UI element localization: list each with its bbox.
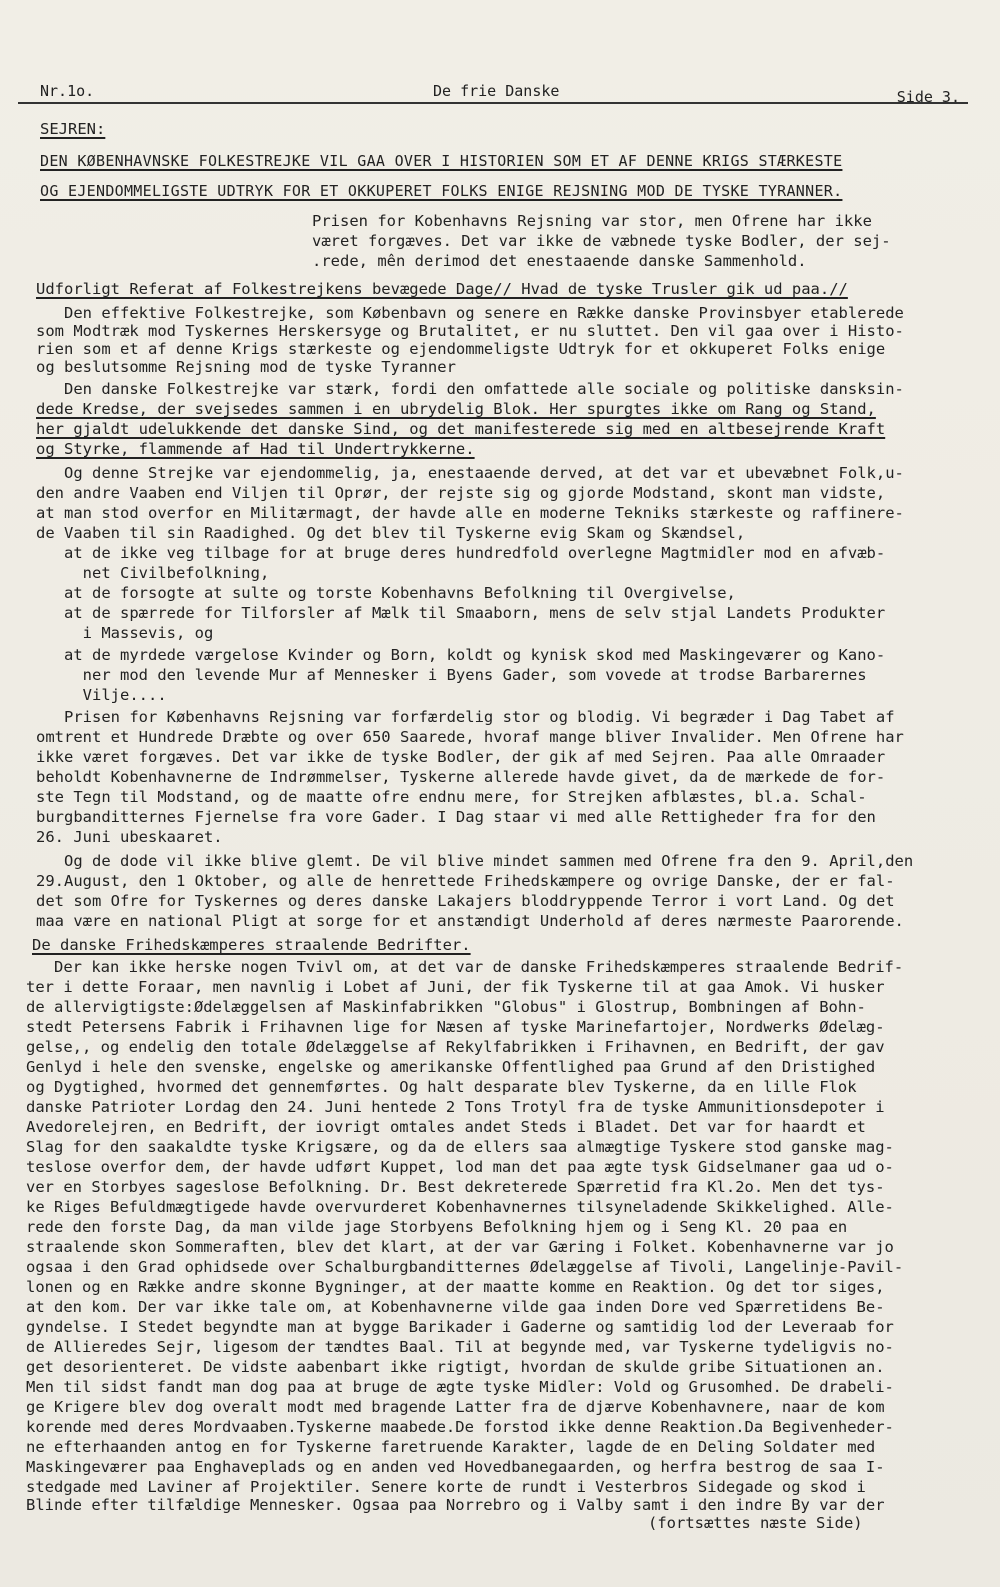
section-line: ver en Storbyes sageslose Befolkning. Dr. Best dekreterede Spærretid fra Kl.2o. Men det tys- [26,1178,885,1196]
body-line: Prisen for Københavns Rejsning var forfærdelig stor og blodig. Vi begræder i Dag Tabet af [36,708,895,726]
body-line: net Civilbefolkning, [36,564,270,582]
section-line: ke Riges Befuldmægtigede havde overvurderet Kobenhavnernes tilsyneladende Skikkelighed. Alle- [26,1198,894,1216]
section-line: ter i dette Foraar, men navnlig i Lobet af Juni, der fik Tyskerne til at gaa Amok. Vi husker [26,978,885,996]
section-line: Slag for den saakaldte tyske Krigsære, og da de ellers saa almægtige Tyskere stod ganske mag- [26,1138,894,1156]
body-line: ste Tegn til Modstand, og de maatte ofre endnu mere, for Strejken afblæstes, bl.a. Schal- [36,788,867,806]
intro-line: .rede, mên derimod det enestaaende danske Sammenhold. [312,252,807,270]
body-line: Den danske Folkestrejke var stærk, fordi den omfattede alle sociale og politiske dansksin- [36,380,904,398]
section-line: stedgade med Laviner af Projektiler. Senere korte de rundt i Vesterbros Sidegade og skod i [26,1478,866,1496]
body-line: at de myrdede værgelose Kvinder og Born, koldt og kynisk skod med Maskingeværer og Kano- [36,646,886,664]
body-line: det som Ofre for Tyskernes og deres danske Lakajers bloddryppende Terror i vort Land. Og det [36,892,895,910]
body-line: de Vaaben til sin Raadighed. Og det blev til Tyskerne evig Skam og Skændsel, [36,524,746,542]
section-line: Genlyd i hele den svenske, engelske og amerikanske Offentlighed paa Grund af den Dristighed [26,1058,876,1076]
body-line: i Massevis, og [36,624,214,642]
section-line: teslose overfor dem, der havde udført Kuppet, lod man det paa ægte tysk Gidselmaner gaa ud o- [26,1158,894,1176]
section-line: Men til sidst fandt man dog paa at bruge de ægte tyske Midler: Vold og Grusomhed. De drabeli- [26,1378,894,1396]
section-line: og Dygtighed, hvormed det gennemførtes. Og halt desparate blev Tyskerne, da en lille Flok [26,1078,857,1096]
body-line: 29.August, den 1 Oktober, og alle de henrettede Frihedskæmpere og ovrige Danske, der er fal- [36,872,895,890]
body-line: omtrent et Hundrede Dræbte og over 650 Saarede, hvoraf mange bliver Invalider. Men Ofrene har [36,728,904,746]
body-line: at de ikke veg tilbage for at bruge deres hundredfold overlegne Magtmidler mod en afvæb- [36,544,886,562]
headline-line: DEN KØBENHAVNSKE FOLKESTREJKE VIL GAA OVER I HISTORIEN SOM ET AF DENNE KRIGS STÆRKESTE [40,152,843,170]
section-line: rede den forste Dag, da man vilde jage Storbyens Befolkning hjem og i Seng Kl. 20 paa en [26,1218,848,1236]
continued-note: (fortsættes næste Side) [648,1514,863,1532]
body-line: her gjaldt udelukkende det danske Sind, og det manifesterede sig med en altbesejrende Kraft [36,420,886,438]
body-line: som Modtræk mod Tyskernes Herskersyge og Brutalitet, er nu sluttet. Den vil gaa over i Histo- [36,322,904,340]
subheading: Udforligt Referat af Folkestrejkens bevægede Dage// Hvad de tyske Trusler gik ud paa.// [36,280,848,298]
body-line: beholdt Kobenhavnerne de Indrømmelser, Tyskerne allerede havde givet, da de mærkede de for- [36,768,886,786]
page-number: Side 3. [896,88,960,106]
body-line: den andre Vaaben end Viljen til Oprør, der rejste sig og gjorde Modstand, skont man vidste, [36,484,886,502]
section-line: get desorienteret. De vidste aabenbart ikke rigtigt, hvordan de skulde gribe Situationen an. [26,1358,885,1376]
body-line: 26. Juni ubeskaaret. [36,828,223,846]
section-line: de allervigtigste:Ødelæggelsen af Maskinfabrikken "Globus" i Glostrup, Bombningen af Bohn- [26,998,866,1016]
body-line: Den effektive Folkestrejke, som Købenbavn og senere en Række danske Provinsbyer etablerede [36,304,904,322]
body-line: Vilje.... [36,686,167,704]
section-line: ge Krigere blev dog overalt modt med bragende Latter fra de djærve Kobenhavnere, naar de kom [26,1398,885,1416]
body-line: at man stod overfor en Militærmagt, der havde alle en moderne Tekniks stærkeste og raffinere- [36,504,904,522]
intro-line: været forgæves. Det var ikke de væbnede tyske Bodler, der sej- [312,232,891,250]
section-line: Maskingeværer paa Enghaveplads og en anden ved Hovedbanegaarden, og herfra bestrog de saa I- [26,1458,885,1476]
section-line: Blinde efter tilfældige Mennesker. Ogsaa paa Norrebro og i Valby samt i den indre By var der [26,1496,885,1514]
section-line: ogsaa i den Grad ophidsede over Schalburgbanditternes Ødelæggelse af Tivoli, Langelinje-Pavil- [26,1258,904,1276]
body-line: ikke været forgæves. Det var ikke de tyske Bodler, der gik af med Sejren. Paa alle Omraader [36,748,886,766]
body-line: rien som et af denne Krigs stærkeste og ejendommeligste Udtryk for et okkuperet Folks enige [36,340,886,358]
section-line: lonen og en Række andre skonne Bygninger, at der maatte komme en Reaktion. Og det tor siges, [26,1278,885,1296]
body-line: Og de dode vil ikke blive glemt. De vil blive mindet sammen med Ofrene fra den 9. April,den [36,852,914,870]
section-line: straalende skon Sommeraften, blev det klart, at der var Gæring i Folket. Kobenhavnerne var jo [26,1238,894,1256]
issue-number: Nr.1o. [40,82,95,100]
body-line: Og denne Strejke var ejendommelig, ja, enestaaende derved, at det var et ubevæbnet Folk,u- [36,464,904,482]
section-line: ne efterhaanden antog en for Tyskerne faretruende Karakter, lagde de en Deling Soldater med [26,1438,876,1456]
body-line: ner mod den levende Mur af Mennesker i Byens Gader, som vovede at trodse Barbarernes [36,666,867,684]
body-line: og Styrke, flammende af Had til Undertrykkerne. [36,440,475,458]
section-line: Avedorelejren, en Bedrift, der iovrigt omtales andet Steds i Bladet. Det var for haardt et [26,1118,866,1136]
main-heading: SEJREN: [40,120,106,138]
body-line: at de spærrede for Tilforsler af Mælk til Smaaborn, mens de selv stjal Landets Produkter [36,604,886,622]
body-line: og beslutsomme Rejsning mod de tyske Tyranner [36,358,456,376]
section-line: Der kan ikke herske nogen Tvivl om, at det var de danske Frihedskæmperes straalende Bedrif- [26,958,904,976]
section-line: korende med deres Mordvaaben.Tyskerne maabede.De forstod ikke denne Reaktion.Da Begivenheder- [26,1418,894,1436]
section-line: at den kom. Der var ikke tale om, at Kobenhavnerne vilde gaa inden Dore ved Spærretidens Be- [26,1298,885,1316]
intro-line: Prisen for Kobenhavns Rejsning var stor, men Ofrene har ikke [312,212,872,230]
section-line: danske Patrioter Lordag den 24. Juni hentede 2 Tons Trotyl fra de tyske Ammunitionsdepoter i [26,1098,885,1116]
section-line: gyndelse. I Stedet begyndte man at bygge Barikader i Gaderne og samtidig lod der Leveraab for [26,1318,894,1336]
section-line: de Allieredes Sejr, ligesom der tændtes Baal. Til at begynde med, var Tyskerne tydeligvis no- [26,1338,894,1356]
section-line: stedt Petersens Fabrik i Frihavnen lige for Næsen af tyske Marinefartojer, Nordwerks Ødelæg- [26,1018,885,1036]
page-header [18,80,968,104]
body-line: burgbanditternes Fjernelse fra vore Gader. I Dag staar vi med alle Rettigheder fra for den [36,808,876,826]
newspaper-title: De frie Danske [433,82,560,100]
section-line: gelse,, og endelig den totale Ødelæggelse af Rekylfabrikken i Frihavnen, en Bedrift, der gav [26,1038,885,1056]
headline-line: OG EJENDOMMELIGSTE UDTRYK FOR ET OKKUPERET FOLKS ENIGE REJSNING MOD DE TYSKE TYRANNER. [40,182,843,200]
section-heading: De danske Frihedskæmperes straalende Bedrifter. [32,936,471,954]
body-line: at de forsogte at sulte og torste Kobenhavns Befolkning til Overgivelse, [36,584,736,602]
body-line: maa være en national Pligt at sorge for et anstændigt Underhold af deres nærmeste Paarorende. [36,912,904,930]
body-line: dede Kredse, der svejsedes sammen i en ubrydelig Blok. Her spurgtes ikke om Rang og Stand, [36,400,876,418]
